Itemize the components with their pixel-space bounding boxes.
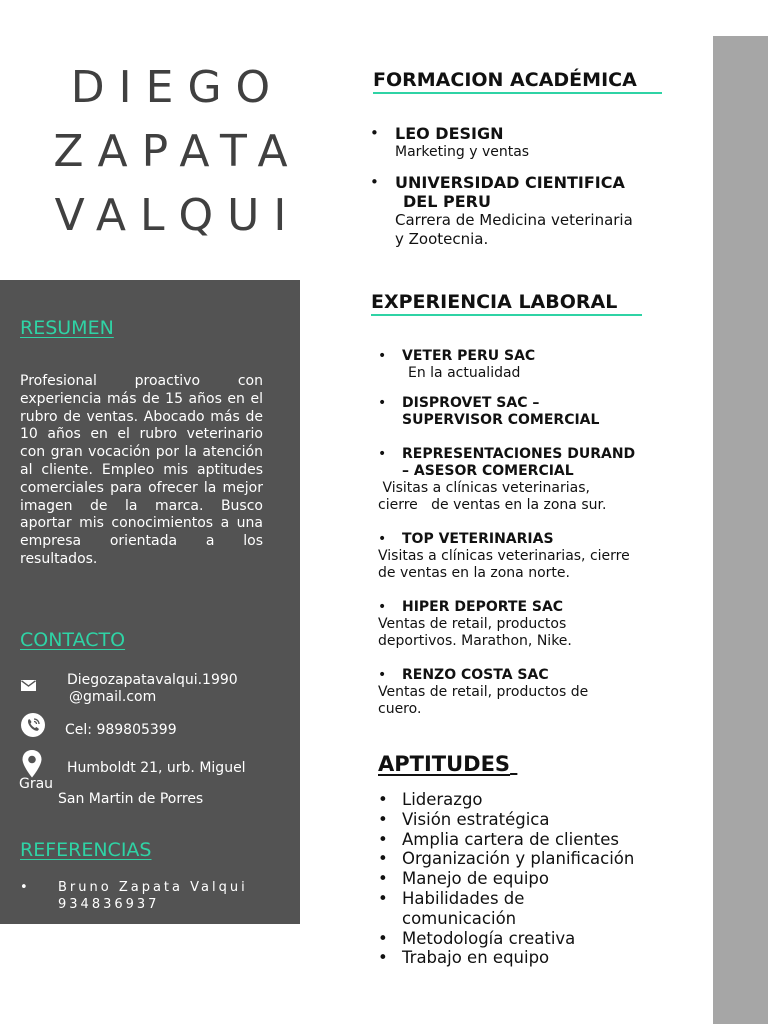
reference-name: Bruno Zapata Valqui	[58, 880, 248, 895]
experiencia-title: EXPERIENCIA LABORAL	[371, 291, 617, 313]
skill-item: • Habilidades de	[378, 888, 525, 908]
name-line-3: VALQUI	[54, 190, 301, 241]
referencias-heading: REFERENCIAS	[20, 839, 152, 861]
address-line-2: Grau	[19, 776, 54, 792]
bullet: •	[378, 348, 387, 364]
bullet: •	[378, 531, 387, 547]
experience-item-3: • REPRESENTACIONES DURAND – ASESOR COMERCIAL Visitas a clínicas veterinarias, cierre de ventas en la zona sur.	[378, 446, 636, 513]
left-info-panel	[0, 280, 300, 924]
phone-number: Cel: 989805399	[65, 722, 177, 738]
contacto-heading: CONTACTO	[20, 629, 126, 651]
name-line-2: ZAPATA	[53, 126, 302, 177]
aptitudes-list	[378, 790, 634, 968]
decorative-side-bar	[713, 36, 768, 1024]
experiencia-underline	[371, 314, 642, 316]
reference-phone: 934836937	[58, 897, 160, 912]
address-line-3: San Martin de Porres	[58, 791, 204, 807]
skill-item: • Amplia cartera de clientes	[378, 829, 620, 849]
skill-item: • Manejo de equipo	[378, 869, 549, 889]
formacion-title: FORMACION ACADÉMICA	[373, 69, 637, 91]
experience-item-6: • RENZO COSTA SAC Ventas de retail, productos de cuero.	[378, 667, 589, 717]
experience-item-5: • HIPER DEPORTE SAC Ventas de retail, productos deportivos. Marathon, Nike.	[378, 599, 572, 649]
experience-item-4: • TOP VETERINARIAS Visitas a clínicas veterinarias, cierre de ventas en la zona norte.	[378, 531, 630, 581]
skill-item: • Liderazgo	[378, 790, 483, 809]
address-line-1: Humboldt 21, urb. Miguel	[67, 760, 246, 776]
skill-item-continuation: comunicación	[402, 908, 517, 928]
bullet: •	[378, 446, 387, 462]
bullet: •	[378, 667, 387, 683]
bullet: •	[378, 395, 387, 411]
phone-icon	[20, 712, 46, 742]
experience-item-1: • VETER PERU SAC En la actualidad	[378, 348, 536, 381]
bullet: •	[370, 124, 379, 142]
skill-item: • Trabajo en equipo	[378, 948, 550, 968]
skill-item: • Organización y planificación	[378, 849, 635, 869]
formacion-item-2: • UNIVERSIDAD CIENTIFICA DEL PERU Carrera de Medicina veterinaria y Zootecnia.	[370, 173, 633, 248]
skill-item: • Visión estratégica	[378, 809, 550, 829]
bullet: •	[370, 173, 379, 191]
bullet: •	[20, 880, 28, 895]
reference-entry	[20, 879, 248, 913]
email-line-2: @gmail.com	[69, 689, 157, 705]
bullet: •	[378, 599, 387, 615]
resumen-heading: RESUMEN	[20, 317, 114, 339]
formacion-item-1: • LEO DESIGN Marketing y ventas	[370, 124, 530, 160]
formacion-underline	[373, 92, 662, 94]
email-line-1: Diegozapatavalqui.1990	[67, 672, 238, 688]
skill-item: • Metodología creativa	[378, 928, 576, 948]
name-line-1: DIEGO	[70, 62, 285, 113]
envelope-icon	[21, 676, 36, 695]
aptitudes-title: APTITUDES	[378, 752, 511, 776]
experience-item-2: • DISPROVET SAC – SUPERVISOR COMERCIAL	[378, 395, 600, 428]
resumen-text: Profesional proactivo con experiencia más de 15 años en el rubro de ventas. Abocado más de 10 años en el rubro veterinario con gran vocación por la atención al cliente. Empleo mis aptitudes comerciales para ofrecer la mejor imagen de la marca. Busco aportar mis conocimientos a una empresa orientada a los resultados.	[20, 373, 263, 567]
